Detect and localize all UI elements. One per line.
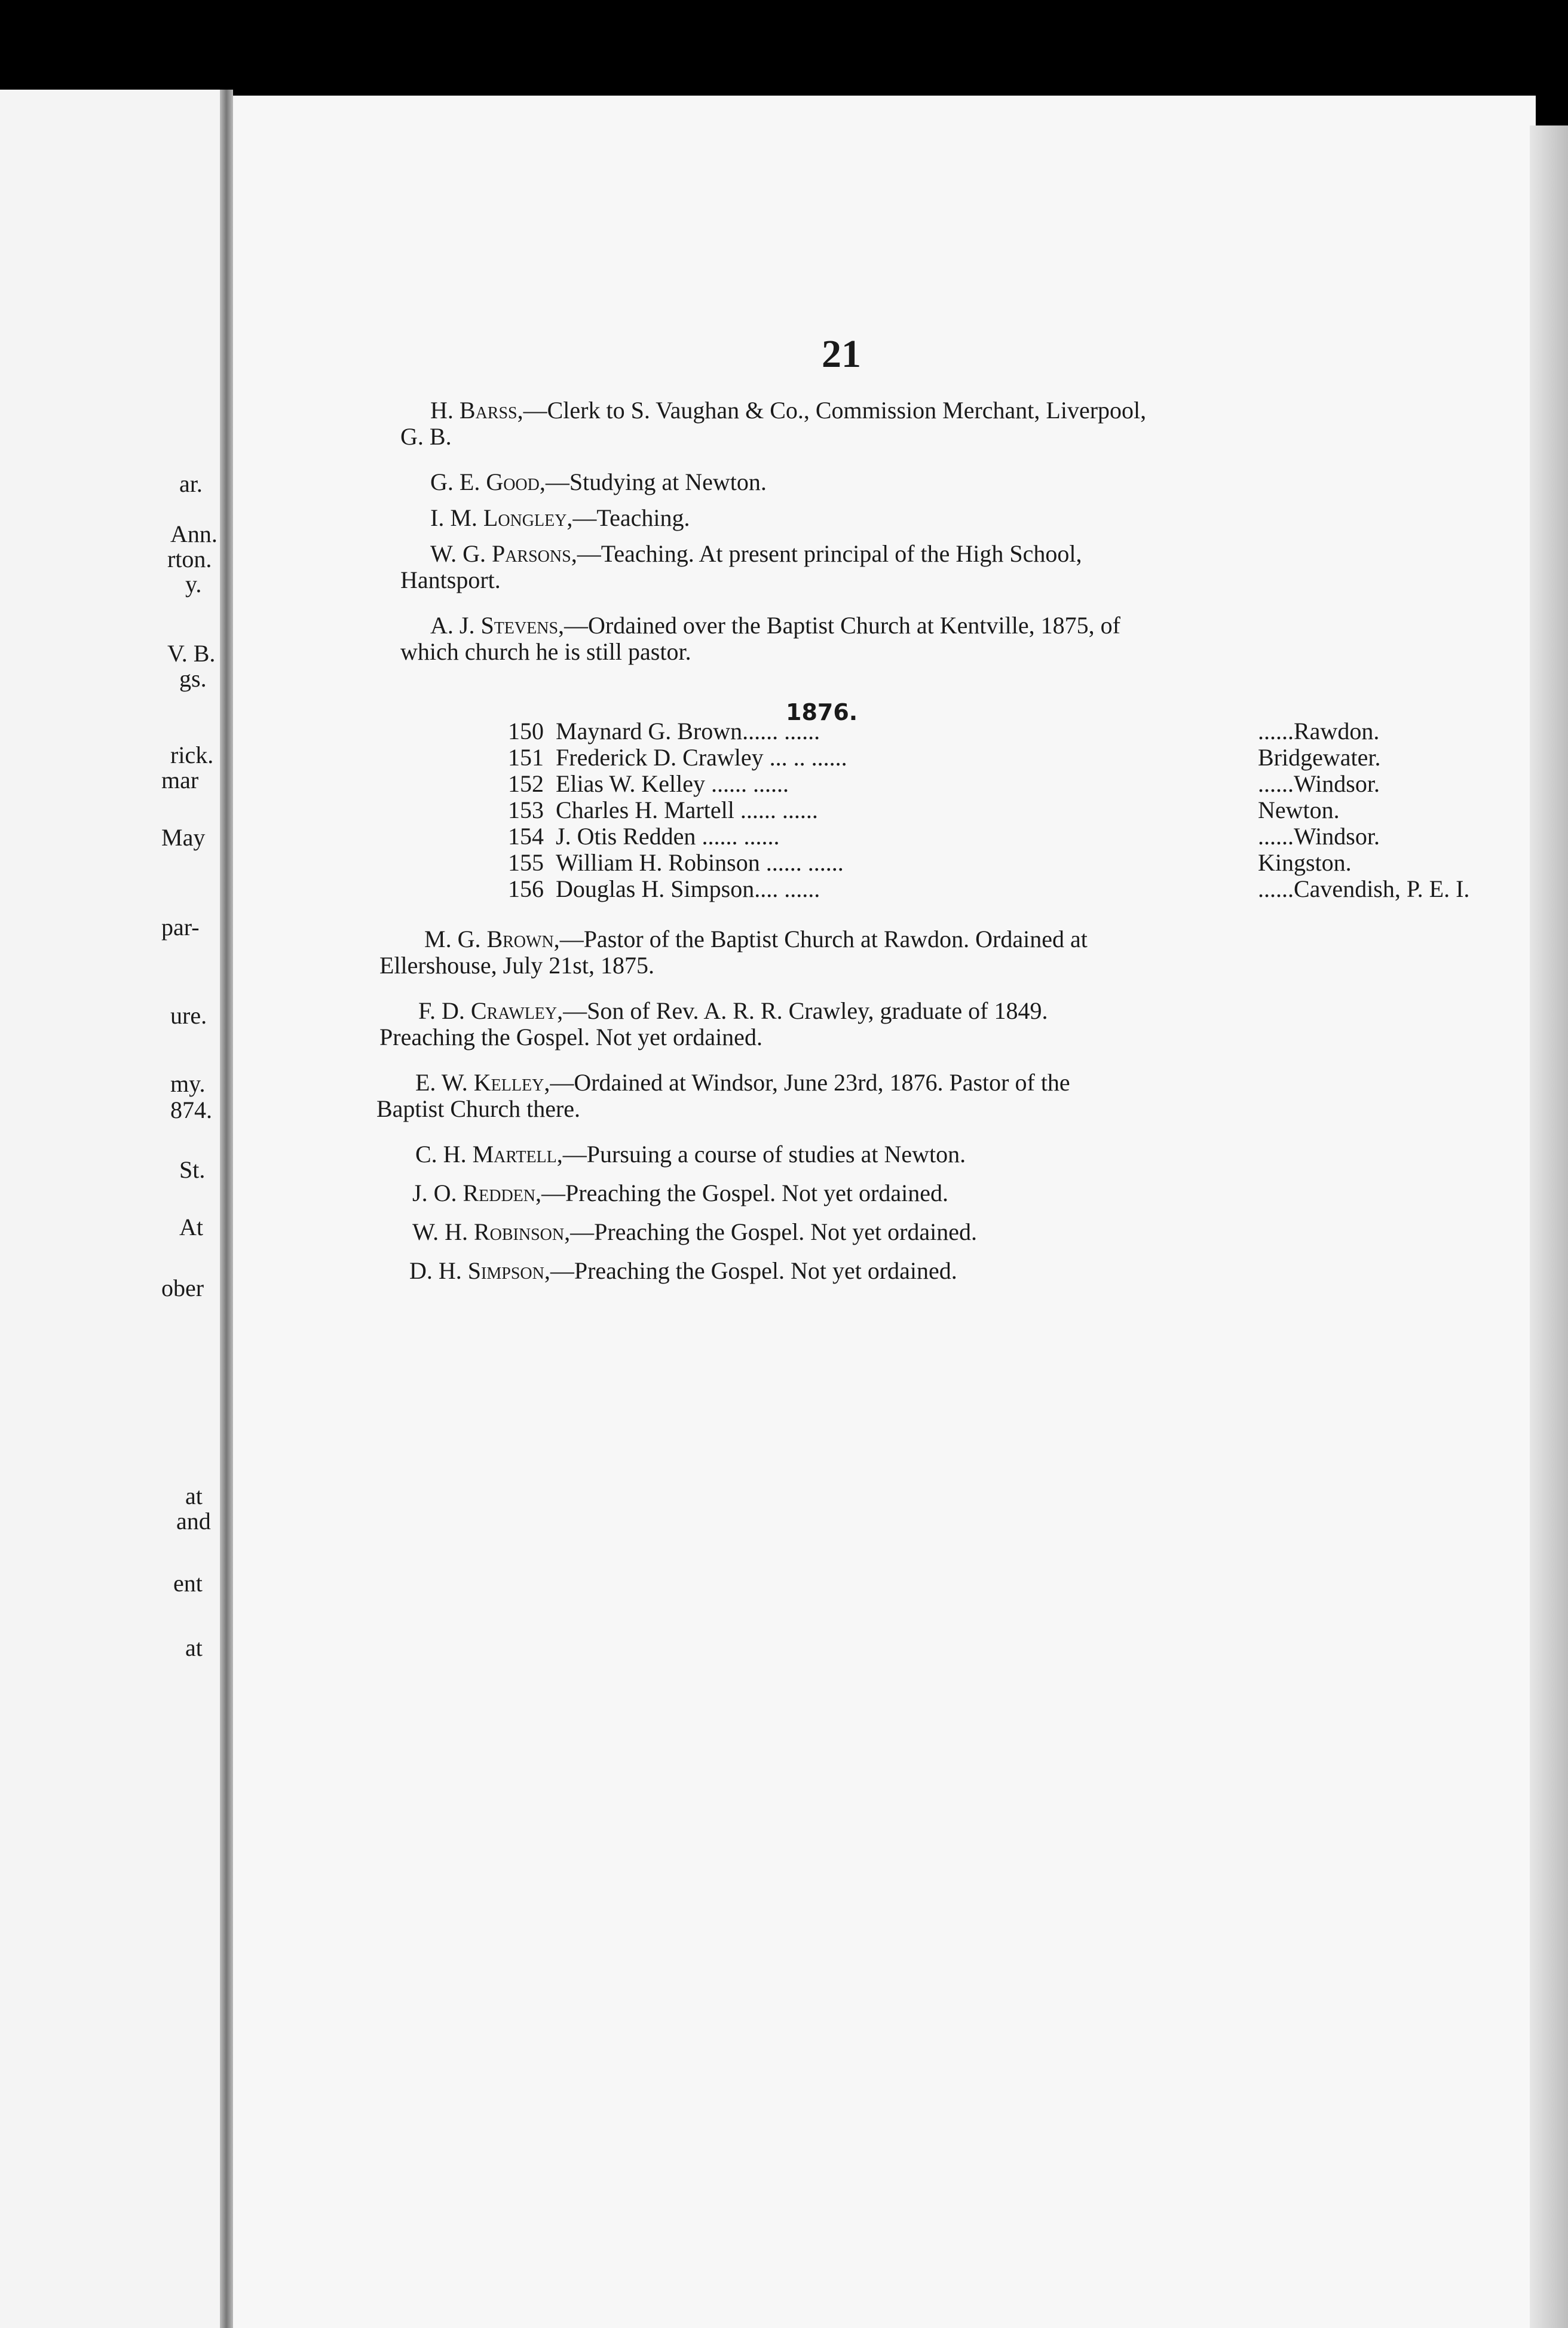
- roster-number: 152: [508, 770, 544, 797]
- roster-name: [556, 796, 818, 824]
- left-fragment: May: [161, 824, 206, 851]
- entry-continuation: Preaching the Gospel. Not yet ordained.: [379, 1024, 762, 1050]
- left-fragment: gs.: [179, 665, 207, 692]
- roster-leader: ...... ......: [740, 797, 818, 823]
- roster-leader: ...... ......: [710, 770, 789, 797]
- roster-place: ......Cavendish, P. E. I.: [1258, 875, 1470, 902]
- roster-name: [556, 849, 844, 877]
- page-edge: [1530, 125, 1568, 2328]
- left-fragment: mar: [161, 767, 199, 794]
- roster-leader: ......: [784, 875, 820, 902]
- left-fragment: Ann.: [170, 520, 218, 547]
- roster-name: [556, 717, 820, 745]
- entry-text: —Teaching. At present principal of the High School,: [577, 540, 1082, 567]
- roster-place: ......Windsor.: [1258, 823, 1380, 850]
- roster-name-text: Frederick D. Crawley: [556, 744, 764, 771]
- entry-name: G. E. Good,: [430, 468, 546, 495]
- entry-line: [415, 1141, 966, 1168]
- roster-row: [508, 717, 1464, 743]
- roster-number: 151: [508, 744, 544, 771]
- entry-line: [430, 612, 1120, 639]
- roster-number: 153: [508, 797, 544, 823]
- entry-name: A. J. Stevens,: [430, 612, 565, 639]
- entry-name: J. O. Redden,: [412, 1180, 542, 1206]
- left-fragment: 874.: [170, 1096, 212, 1123]
- roster-name: [556, 875, 820, 903]
- right-page: [233, 96, 1536, 2328]
- entry-name: W. G. Parsons,: [430, 540, 577, 567]
- roster-leader: ... .. ......: [769, 744, 847, 771]
- left-page: [0, 90, 222, 2328]
- entry-name: C. H. Martell,: [415, 1141, 563, 1168]
- year-heading: 1876.: [786, 699, 858, 725]
- entry-text: —Clerk to S. Vaughan & Co., Commission Merchant, Liverpool,: [523, 397, 1147, 424]
- left-fragment: ober: [161, 1275, 204, 1301]
- entry-continuation: G. B.: [400, 423, 452, 450]
- left-fragment: ar.: [179, 470, 203, 497]
- page-number: 21: [822, 332, 861, 376]
- entry-name: M. G. Brown,: [424, 926, 560, 952]
- entry-text: —Studying at Newton.: [545, 468, 767, 495]
- entry-name: E. W. Kelley,: [415, 1069, 550, 1096]
- entry-continuation: Baptist Church there.: [376, 1095, 581, 1122]
- left-fragment: par-: [161, 914, 200, 941]
- entry-line: [418, 998, 1048, 1024]
- roster-name-text: Elias W. Kelley: [556, 770, 705, 797]
- entry-text: —Preaching the Gospel. Not yet ordained.: [550, 1257, 957, 1284]
- roster-number: 150: [508, 718, 544, 745]
- entry-text: —Ordained over the Baptist Church at Kentville, 1875, of: [564, 612, 1120, 639]
- left-fragment: at: [185, 1482, 203, 1509]
- entry-line: [412, 1219, 977, 1245]
- roster-row: [508, 796, 1464, 822]
- left-fragment: ure.: [170, 1002, 207, 1029]
- roster-number: 155: [508, 849, 544, 876]
- roster-name-text: Douglas H. Simpson....: [556, 875, 779, 902]
- entry-text: —Pursuing a course of studies at Newton.: [562, 1141, 966, 1168]
- entry-text: —Son of Rev. A. R. R. Crawley, graduate of 1849.: [563, 997, 1048, 1024]
- left-fragment: rick.: [170, 742, 214, 768]
- roster-place: ......Rawdon.: [1258, 718, 1380, 745]
- entry-text: —Preaching the Gospel. Not yet ordained.: [541, 1180, 948, 1206]
- roster-row: [508, 875, 1470, 902]
- roster-number: 156: [508, 875, 544, 902]
- roster-name-text: J. Otis Redden: [556, 823, 696, 850]
- entry-line: [424, 926, 1088, 952]
- left-fragment: St.: [179, 1156, 206, 1183]
- roster-row: [508, 822, 1464, 849]
- roster-name: [556, 743, 847, 771]
- entry-line: [415, 1070, 1070, 1096]
- entry-continuation: Ellershouse, July 21st, 1875.: [379, 952, 654, 979]
- entry-name: H. Barss,: [430, 397, 523, 424]
- entry-text: —Teaching.: [572, 504, 690, 531]
- left-fragment: At: [179, 1214, 203, 1240]
- roster-row: [508, 743, 1464, 770]
- left-fragment: rton.: [167, 546, 212, 572]
- roster-leader: ...... ......: [765, 849, 844, 876]
- left-fragment: my.: [170, 1070, 206, 1097]
- book-spine: [220, 90, 233, 2328]
- roster-name-text: Charles H. Martell: [556, 797, 734, 823]
- roster-name: [556, 770, 789, 798]
- roster-place: ......Windsor.: [1258, 770, 1380, 797]
- roster-number: 154: [508, 823, 544, 850]
- roster-name: [556, 822, 779, 850]
- left-fragment: at: [185, 1634, 203, 1661]
- entry-name: F. D. Crawley,: [418, 997, 564, 1024]
- entry-line: [430, 505, 690, 531]
- roster-place: Bridgewater.: [1258, 744, 1381, 771]
- entry-continuation: which church he is still pastor.: [400, 638, 691, 665]
- entry-text: —Preaching the Gospel. Not yet ordained.: [570, 1218, 978, 1245]
- entry-line: [412, 1180, 948, 1206]
- roster-place: Newton.: [1258, 797, 1340, 823]
- entry-line: [430, 397, 1146, 424]
- left-fragment: and: [176, 1508, 211, 1534]
- left-fragment: y.: [185, 571, 202, 598]
- entry-text: —Pastor of the Baptist Church at Rawdon. Ordained at: [559, 926, 1088, 952]
- roster-leader: ...... ......: [702, 823, 780, 850]
- entry-text: —Ordained at Windsor, June 23rd, 1876. Pastor of the: [550, 1069, 1070, 1096]
- entry-name: D. H. Simpson,: [409, 1257, 550, 1284]
- entry-line: [430, 469, 767, 495]
- roster-row: [508, 770, 1464, 796]
- roster-row: [508, 849, 1464, 875]
- entry-name: W. H. Robinson,: [412, 1218, 571, 1245]
- roster-name-text: Maynard G. Brown......: [556, 718, 779, 745]
- roster-name-text: William H. Robinson: [556, 849, 760, 876]
- roster-leader: ......: [784, 718, 820, 745]
- entry-line: [409, 1258, 957, 1284]
- entry-name: I. M. Longley,: [430, 504, 573, 531]
- entry-line: [430, 541, 1082, 567]
- entry-continuation: Hantsport.: [400, 566, 501, 593]
- left-fragment: ent: [173, 1570, 203, 1597]
- roster-place: Kingston.: [1258, 849, 1352, 876]
- left-fragment: V. B.: [167, 640, 216, 667]
